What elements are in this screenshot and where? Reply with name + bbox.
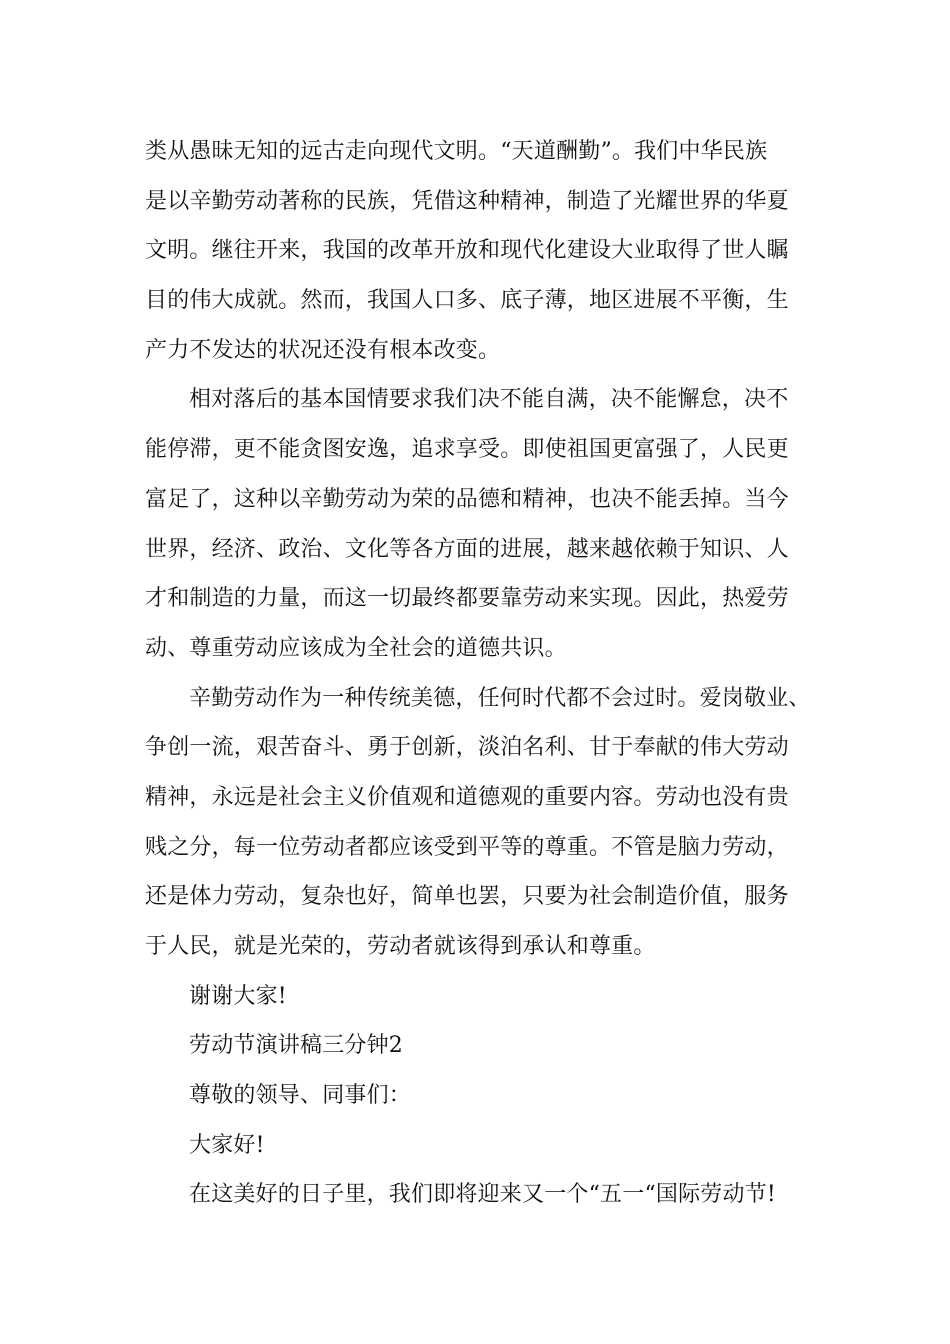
text-line: 富足了，这种以辛勤劳动为荣的品德和精神，也决不能丢掉。当今: [145, 486, 789, 512]
text-line: 文明。继往开来，我国的改革开放和现代化建设大业取得了世人瞩: [145, 238, 789, 264]
text-line: 辛勤劳动作为一种传统美德，任何时代都不会过时。爱岗敬业、: [189, 685, 811, 711]
text-line: 是以辛勤劳动著称的民族，凭借这种精神，制造了光耀世界的华夏: [145, 188, 789, 214]
text-line: 还是体力劳动，复杂也好，简单也罢，只要为社会制造价值，服务: [145, 884, 789, 910]
text-line: 世界，经济、政治、文化等各方面的进展，越来越依赖于知识、人: [145, 536, 789, 562]
text-line: 相对落后的基本国情要求我们决不能自满，决不能懈怠，决不: [189, 387, 789, 413]
document-body: [145, 127, 845, 1220]
text-line: 才和制造的力量，而这一切最终都要靠劳动来实现。因此，热爱劳: [145, 586, 789, 612]
text-line: 精神，永远是社会主义价值观和道德观的重要内容。劳动也没有贵: [145, 784, 789, 810]
text-line: 大家好!: [189, 1132, 265, 1158]
text-line: 争创一流，艰苦奋斗、勇于创新，淡泊名利、甘于奉献的伟大劳动: [145, 735, 789, 761]
text-line: 谢谢大家!: [189, 983, 287, 1009]
text-line: 目的伟大成就。然而，我国人口多、底子薄，地区进展不平衡，生: [145, 288, 789, 314]
text-line: 类从愚昧无知的远古走向现代文明。“天道酬勤”。我们中华民族: [145, 139, 768, 164]
text-line: 尊敬的领导、同事们：: [189, 1083, 412, 1109]
text-line: 于人民，就是光荣的，劳动者就该得到承认和尊重。: [145, 934, 656, 959]
text-line: 能停滞，更不能贪图安逸，追求享受。即使祖国更富强了，人民更: [145, 437, 789, 463]
text-line: 在这美好的日子里，我们即将迎来又一个“五一“国际劳动节!: [189, 1182, 776, 1208]
text-line: 动、尊重劳动应该成为全社会的道德共识。: [145, 635, 567, 661]
text-line: 劳动节演讲稿三分钟2: [189, 1033, 403, 1059]
text-line: 产力不发达的状况还没有根本改变。: [145, 337, 501, 363]
text-line: 贱之分，每一位劳动者都应该受到平等的尊重。不管是脑力劳动，: [145, 834, 789, 860]
